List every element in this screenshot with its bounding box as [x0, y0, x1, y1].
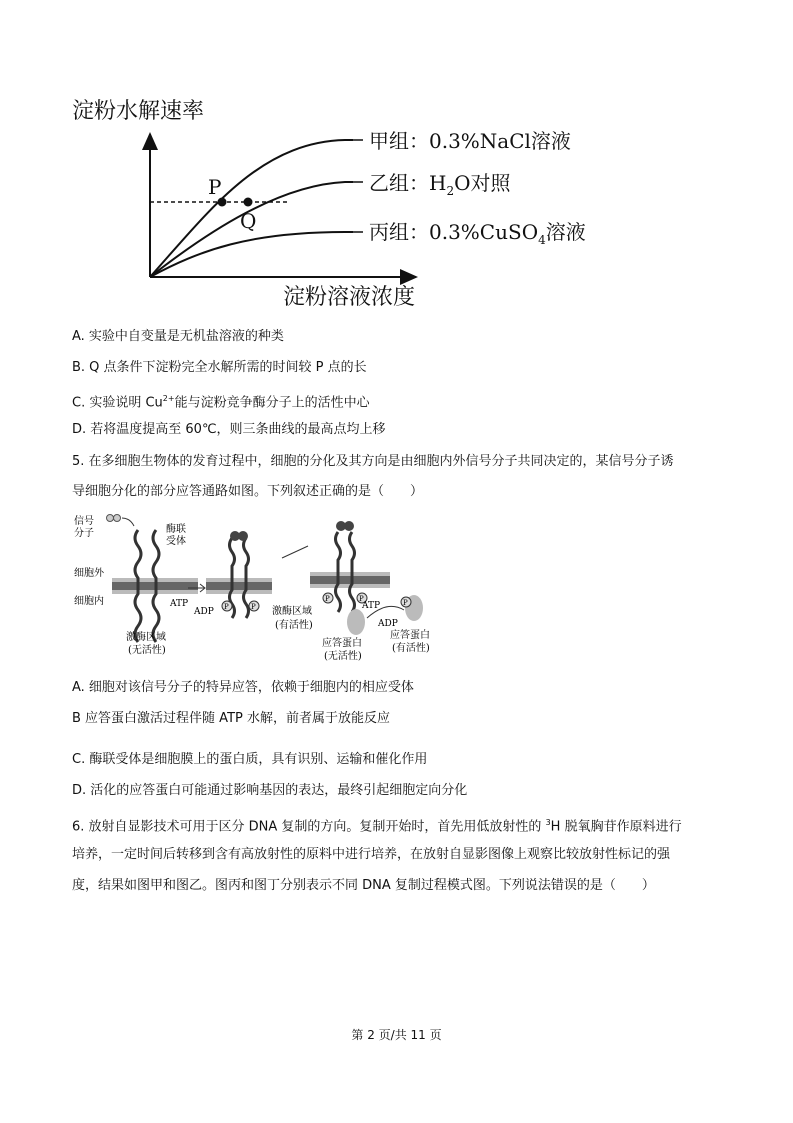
- label-signal-molecule-2: 分子: [74, 528, 94, 539]
- q6-line2: 培养，一定时间后转移到含有高放射性的原料中进行培养，在放射自显影图像上观察比较放射性标记的强: [72, 847, 671, 862]
- option-4c: C. 实验说明 $Cu^{2+}$能与淀粉竞争酶分子上的活性中心: [72, 394, 370, 411]
- option-4d: D. 若将温度提高至 60℃，则三条曲线的最高点均上移: [72, 422, 386, 437]
- option-5b: B 应答蛋白激活过程伴随 ATP 水解，前者属于放能反应: [72, 711, 390, 726]
- label-adp-1: ADP: [194, 607, 214, 617]
- label-response-inactive: 应答蛋白: [322, 638, 362, 649]
- option-5c: C. 酶联受体是细胞膜上的蛋白质，具有识别、运输和催化作用: [72, 752, 428, 767]
- q5-stem-line1: 5. 在多细胞生物体的发育过程中，细胞的分化及其方向是由细胞内外信号分子共同决定的，某信号分子诱: [72, 454, 674, 469]
- signal-molecule-icon: [107, 515, 114, 522]
- phosphate-label: P: [224, 603, 229, 611]
- page-footer: 第 2 页/共 11 页: [351, 1028, 442, 1042]
- phosphate-label-2: P: [251, 603, 256, 611]
- label-response-inactive-2: (无活性): [324, 651, 362, 662]
- label-atp-2: ATP: [362, 601, 381, 611]
- option-4b: B. Q 点条件下淀粉完全水解所需的时间较 P 点的长: [72, 360, 367, 375]
- q5-stem-line2: 导细胞分化的部分应答通路如图。下列叙述正确的是（ ）: [72, 484, 424, 499]
- label-signal-molecule: 信号: [74, 516, 94, 527]
- label-kinase-inactive: 激酶区域: [126, 632, 166, 643]
- series-label-yi: 乙组：$H_2O$对照: [369, 171, 511, 198]
- phosphate-label-5: P: [403, 599, 408, 607]
- label-atp-1: ATP: [170, 599, 189, 609]
- label-inside: 细胞内: [74, 596, 104, 607]
- bound-signal-icon-4: [344, 521, 354, 531]
- label-adp-2: ADP: [378, 619, 398, 629]
- point-q: [244, 198, 253, 207]
- q6-line1: 6. 放射自显影技术可用于区分 DNA 复制的方向。复制开始时，首先用低放射性的 $^3$H 脱氧胸苷作原料进行: [72, 818, 682, 835]
- series-label-bing: 丙组：0.3%CuSO$_4$溶液: [369, 220, 586, 247]
- q6-line3: 度，结果如图甲和图乙。图丙和图丁分别表示不同 DNA 复制过程模式图。下列说法错误的是（ ）: [72, 878, 655, 893]
- option-5a: A. 细胞对该信号分子的特异应答，依赖于细胞内的相应受体: [72, 680, 414, 695]
- option-5d: D. 活化的应答蛋白可能通过影响基因的表达，最终引起细胞定向分化: [72, 783, 468, 798]
- point-q-label: Q: [240, 209, 257, 233]
- phosphate-label-4: P: [359, 595, 364, 603]
- label-kinase-inactive-2: (无活性): [128, 645, 166, 656]
- label-response-active-2: (有活性): [392, 643, 430, 654]
- phosphate-label-3: P: [325, 595, 330, 603]
- x-axis-label: 淀粉溶液浓度: [283, 285, 416, 310]
- label-kinase-active: 激酶区域: [272, 606, 312, 617]
- label-receptor-2: 受体: [166, 536, 186, 547]
- point-p-label: P: [208, 175, 222, 199]
- rate-chart: [60, 90, 620, 320]
- series-label-jia: 甲组：0.3%NaCl溶液: [369, 129, 571, 153]
- signal-pathway-figure: [72, 510, 452, 662]
- signal-molecule-icon-2: [114, 515, 121, 522]
- response-protein-inactive-icon: [347, 609, 365, 635]
- label-outside: 细胞外: [74, 568, 104, 579]
- label-receptor: 酶联: [166, 524, 186, 535]
- label-response-active: 应答蛋白: [390, 630, 430, 641]
- bound-signal-icon-2: [238, 531, 248, 541]
- y-axis-label: 淀粉水解速率: [72, 99, 205, 124]
- option-4a: A. 实验中自变量是无机盐溶液的种类: [72, 329, 284, 344]
- membrane-2: [206, 578, 272, 594]
- label-kinase-active-2: (有活性): [275, 620, 313, 631]
